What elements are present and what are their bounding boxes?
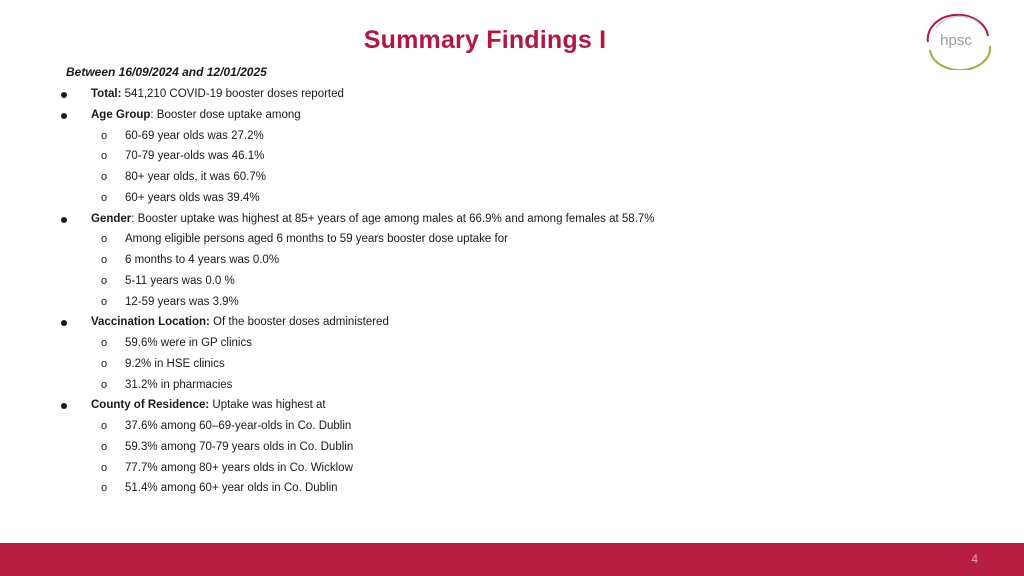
bullet-body: 59.6% were in GP clinics: [125, 337, 252, 349]
bullet-text: [125, 292, 239, 313]
bullet-label: County of Residence:: [91, 399, 210, 412]
sub-bullet-marker: o: [101, 171, 108, 183]
bullet-text: [125, 478, 338, 499]
bullet-body: 6 months to 4 years was 0.0%: [125, 254, 280, 266]
bullet-label: Age Group: [91, 108, 151, 121]
bullet-body: 51.4% among 60+ year olds in Co. Dublin: [125, 482, 338, 495]
sub-bullet-marker: o: [101, 482, 108, 495]
sub-bullet-item: [0, 416, 960, 437]
bullet-text: [125, 126, 264, 147]
bullet-text: [91, 105, 301, 126]
bullet-text: [125, 146, 264, 167]
bullet-text: [125, 458, 353, 479]
sub-bullet-marker: o: [101, 378, 108, 391]
sub-bullet-item: [0, 292, 960, 313]
bullet-body: : Booster dose uptake among: [150, 108, 301, 121]
bullet-text: [125, 416, 351, 437]
sub-bullet-item: [0, 167, 960, 188]
bullet-item: [0, 209, 960, 230]
bullet-body: 9.2% in HSE clinics: [125, 357, 225, 370]
sub-bullet-item: [0, 437, 960, 458]
bullet-text: [91, 209, 655, 230]
sub-bullet-marker: o: [101, 461, 108, 474]
bullet-item: [0, 84, 960, 105]
sub-bullet-marker: o: [101, 337, 108, 349]
bullet-dot-icon: [61, 92, 67, 98]
bullet-label: Total:: [91, 88, 122, 100]
sub-bullet-marker: o: [101, 191, 108, 204]
bullet-text: [125, 271, 235, 292]
bullet-body: 59.3% among 70-79 years olds in Co. Dublin: [125, 440, 354, 453]
bullet-text: [125, 250, 279, 271]
bullet-dot-icon: [61, 217, 67, 223]
bullet-text: [91, 395, 326, 416]
sub-bullet-item: [0, 271, 960, 292]
bullet-text: [125, 167, 266, 188]
sub-bullet-item: [0, 458, 960, 479]
bullet-dot-icon: [61, 113, 67, 119]
bullet-text: [125, 188, 260, 209]
bullet-body: Among eligible persons aged 6 months to 59 years booster dose uptake for: [125, 233, 508, 246]
bullet-body: 12-59 years was 3.9%: [125, 295, 239, 308]
sub-bullet-item: [0, 126, 960, 147]
sub-bullet-item: [0, 354, 960, 375]
bullet-item: [0, 105, 960, 126]
bullet-body: 541,210 COVID-19 booster doses reported: [121, 88, 344, 100]
sub-bullet-marker: o: [101, 129, 108, 142]
bullet-dot-icon: [61, 403, 67, 409]
bullet-label: Vaccination Location:: [91, 316, 210, 329]
bullet-body: Uptake was highest at: [209, 399, 326, 412]
bullet-label: Gender: [91, 212, 132, 225]
bullet-body: 70-79 year-olds was 46.1%: [125, 150, 265, 163]
sub-bullet-marker: o: [101, 254, 108, 266]
bullet-body: 5-11 years was 0.0 %: [125, 274, 235, 287]
bullet-dot-icon: [61, 320, 67, 326]
sub-bullet-marker: o: [101, 233, 108, 246]
bullet-text: [125, 437, 353, 458]
bullet-item: [0, 395, 960, 416]
bullet-body: 31.2% in pharmacies: [125, 378, 233, 391]
footer-bar: [0, 543, 1024, 576]
sub-bullet-marker: o: [101, 150, 108, 163]
page-number: 4: [971, 552, 978, 566]
sub-bullet-item: [0, 229, 960, 250]
bullet-body: : Booster uptake was highest at 85+ years of age among males at 66.9% and among females at 58.7%: [131, 212, 655, 225]
bullet-body: 37.6% among 60–69-year-olds in Co. Dublin: [125, 420, 352, 432]
sub-bullet-item: [0, 188, 960, 209]
bullet-text: [91, 312, 389, 333]
sub-bullet-item: [0, 250, 960, 271]
bullet-body: 77.7% among 80+ years olds in Co. Wicklow: [125, 461, 353, 474]
sub-bullet-item: [0, 333, 960, 354]
bullet-text: [125, 354, 225, 375]
logo-text: hpsc: [940, 32, 972, 49]
sub-bullet-item: [0, 478, 960, 499]
sub-bullet-marker: o: [101, 420, 108, 432]
sub-bullet-item: [0, 375, 960, 396]
bullet-body: 60-69 year olds was 27.2%: [125, 129, 264, 142]
sub-bullet-marker: o: [101, 357, 108, 370]
sub-bullet-marker: o: [101, 295, 108, 308]
bullet-text: [125, 375, 232, 396]
bullet-text: [91, 84, 344, 105]
sub-bullet-marker: o: [101, 274, 108, 287]
bullet-text: [125, 333, 252, 354]
bullet-body: 80+ year olds, it was 60.7%: [125, 171, 266, 183]
bullet-item: [0, 312, 960, 333]
bullet-body: Of the booster doses administered: [209, 316, 389, 329]
sub-bullet-item: [0, 146, 960, 167]
bullet-text: [125, 229, 508, 250]
date-range: Between 16/09/2024 and 12/01/2025: [66, 65, 267, 79]
sub-bullet-marker: o: [101, 440, 108, 453]
summary-list: [0, 84, 960, 499]
bullet-body: 60+ years olds was 39.4%: [125, 191, 260, 204]
slide-title: Summary Findings I: [363, 26, 607, 54]
hpsc-logo: [918, 14, 998, 70]
